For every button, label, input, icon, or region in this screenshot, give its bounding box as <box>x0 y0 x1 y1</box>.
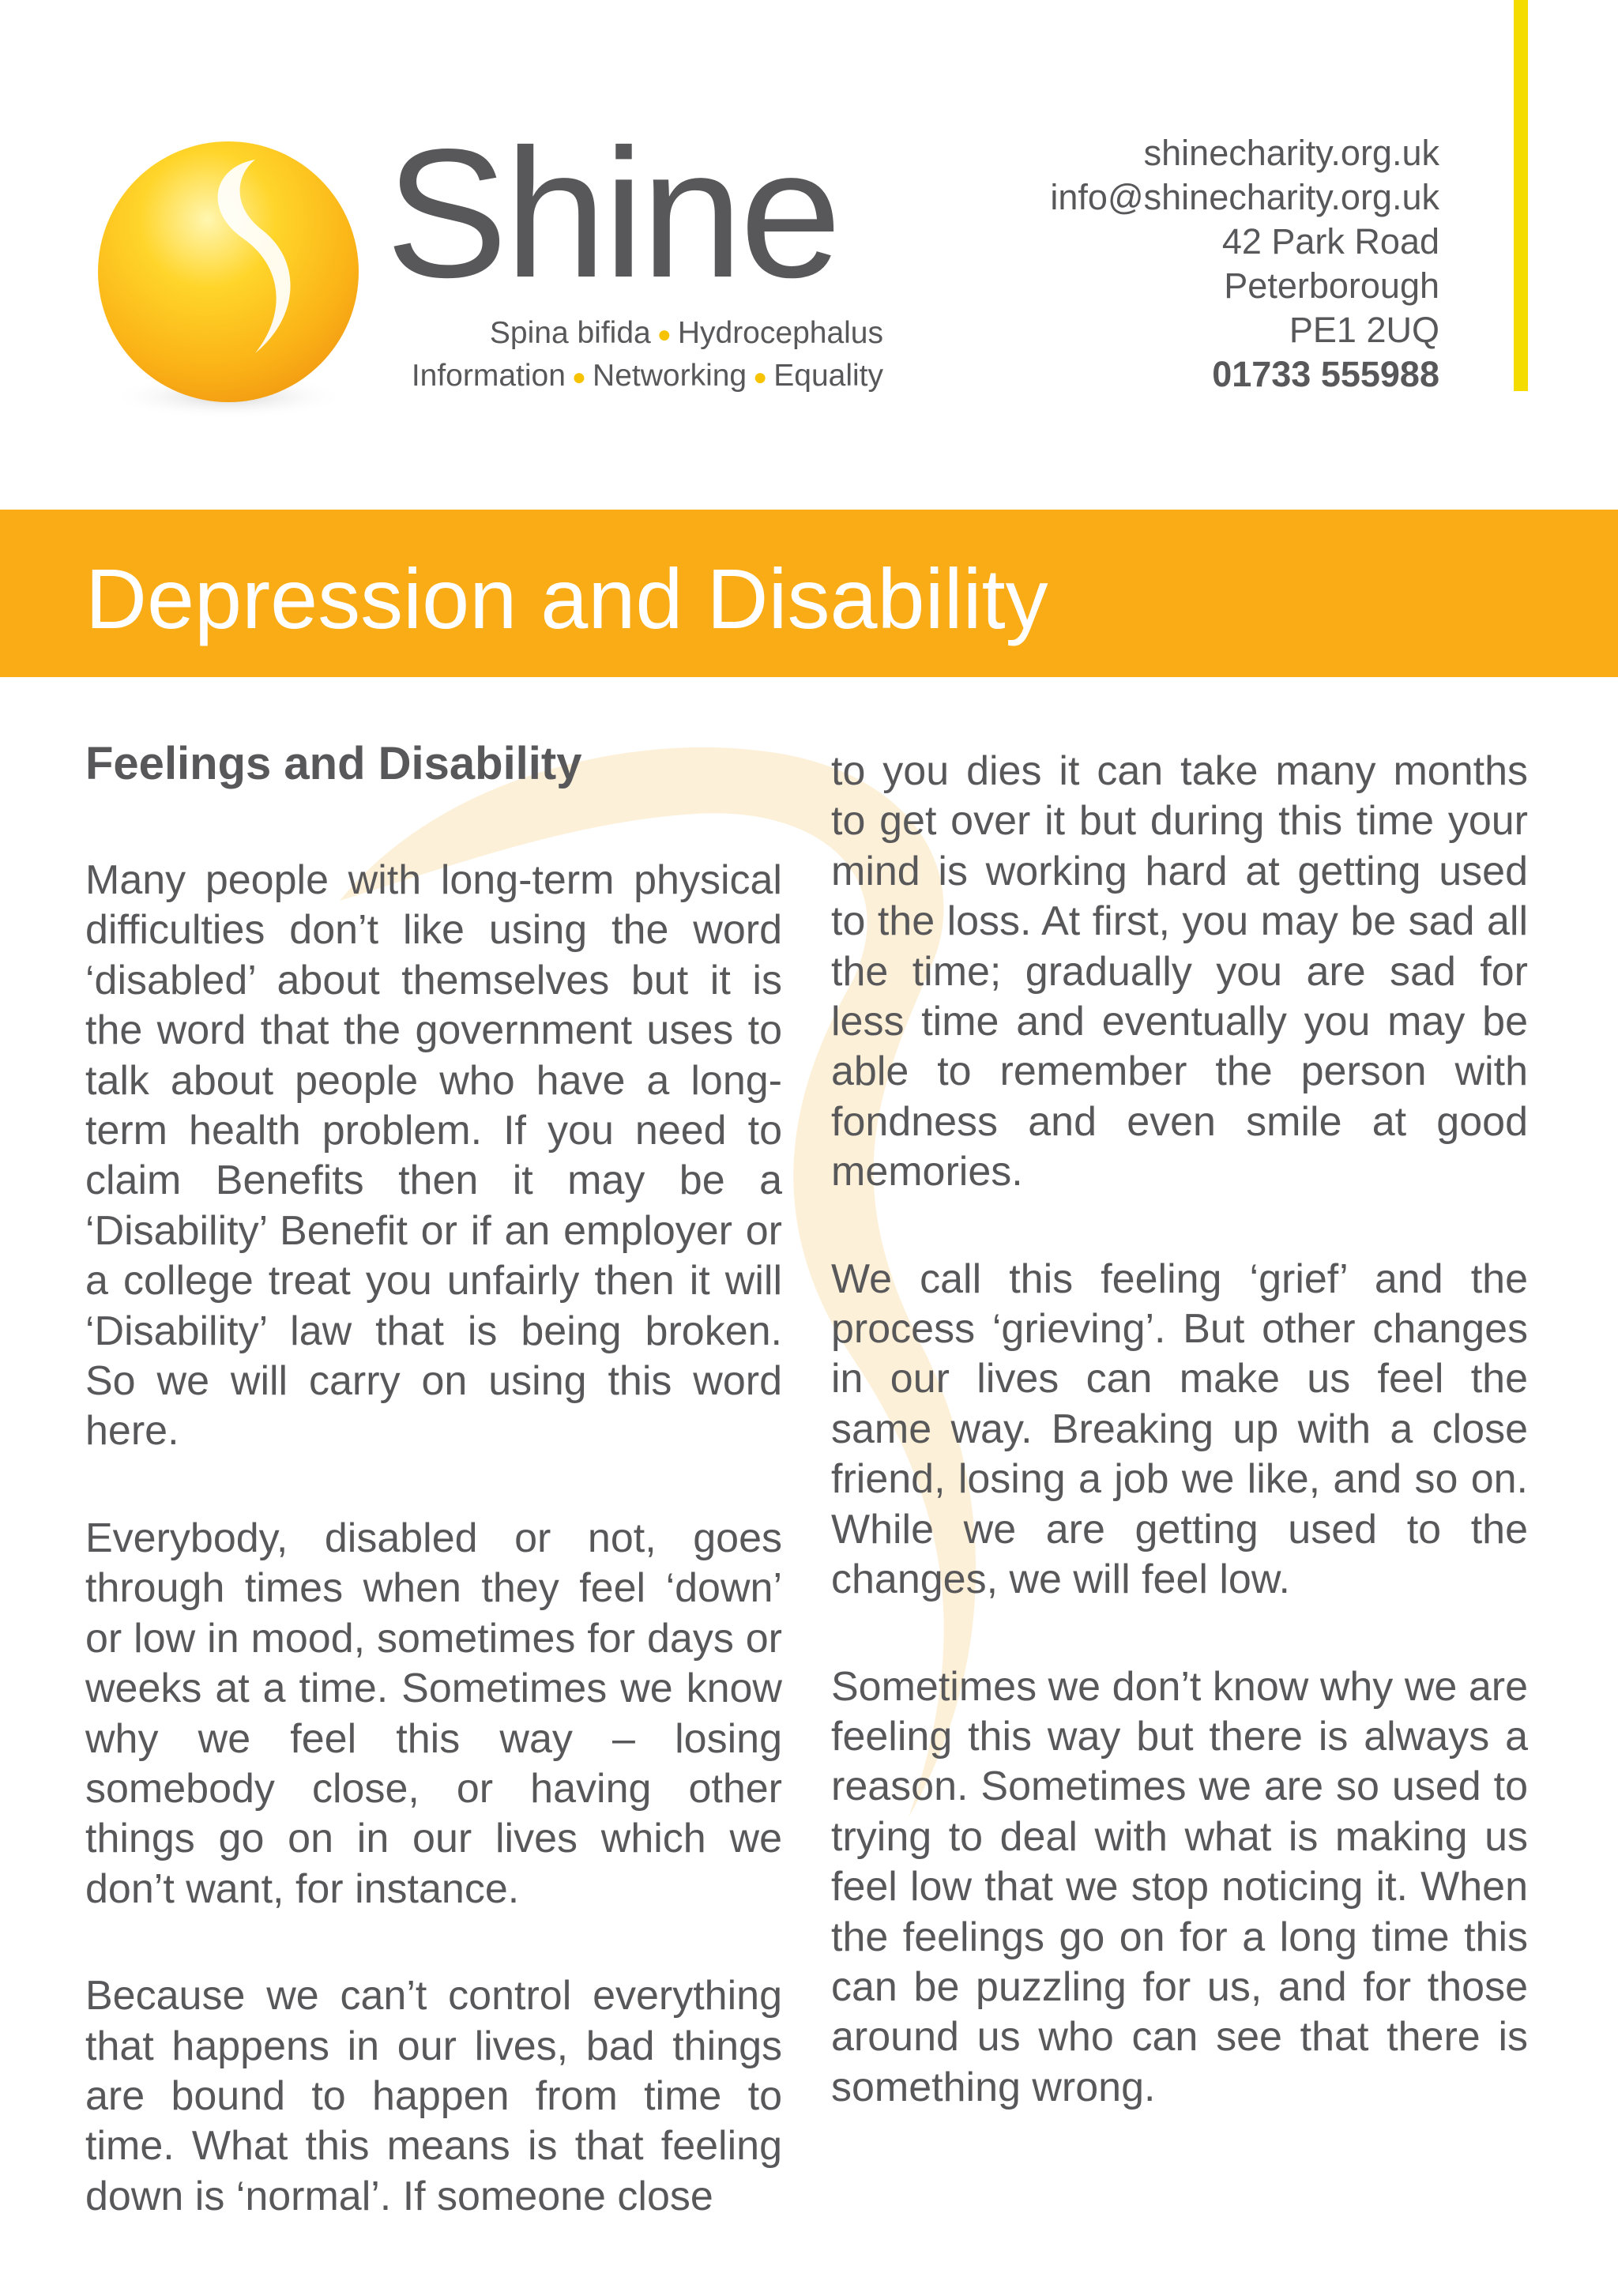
paragraph: Everybody, disabled or not, goes through times when they feel ‘down’ or low in mood, sometimes for days or weeks at a time. Sometimes we know why we feel this way – losing somebody close, or having other things go on in our lives which we don’t want, for instance. <box>85 1515 782 1912</box>
tagline-values <box>412 359 883 393</box>
yellow-vertical-rule <box>1514 0 1528 391</box>
yellow-dot-icon: ● <box>657 321 672 348</box>
phone-number: 01733 555988 <box>1212 354 1439 394</box>
address-city: Peterborough <box>1224 265 1439 306</box>
section-heading: Feelings and Disability <box>85 738 582 789</box>
address-line: 42 Park Road <box>1221 221 1439 262</box>
paragraph: to you dies it can take many months to get over it but during this time your mind is working hard at getting used to the loss. At first, you may be sad all the time; gradually you are sad for less time and eventually you may be able to remember the person with fondness and even smile at good memories. <box>831 748 1528 1195</box>
contact-block <box>1050 131 1439 397</box>
right-column <box>831 747 1528 2113</box>
paragraph: Many people with long-term physical difficulties don’t like using the word ‘disabled’ about themselves but it is the word that the government uses to talk about people who have a long-term health problem. If you need to claim Benefits then it may be a ‘Disability’ Benefit or if an employer or a college treat you unfairly then it will ‘Disability’ law that is being broken. So we will carry on using this word here. <box>85 857 782 1455</box>
title-band <box>0 510 1618 677</box>
email-link[interactable]: info@shinecharity.org.uk <box>1050 177 1439 217</box>
shine-sun-logo-icon <box>85 136 371 422</box>
tagline-item: Networking <box>593 359 747 393</box>
page-title: Depression and Disability <box>85 551 1048 646</box>
brand-name: Shine <box>386 111 839 316</box>
yellow-dot-icon: ● <box>753 363 768 390</box>
tagline-item: Information <box>411 359 566 393</box>
tagline-item: Hydrocephalus <box>677 316 883 350</box>
paragraph: Because we can’t control everything that happens in our lives, bad things are bound to happen from time to time. What this means is that feeling down is ‘normal’. If someone close <box>85 1973 782 2219</box>
paragraph: We call this feeling ‘grief’ and the process ‘grieving’. But other changes in our lives can make us feel the same way. Breaking up with a close friend, losing a job we like, and so on. While we are getting used to the changes, we will feel low. <box>831 1255 1528 1603</box>
tagline-conditions <box>490 316 883 351</box>
tagline-item: Equality <box>773 359 883 393</box>
yellow-dot-icon: ● <box>571 363 587 390</box>
website-link[interactable]: shinecharity.org.uk <box>1143 133 1439 173</box>
paragraph: Sometimes we don’t know why we are feeling this way but there is always a reason. Sometimes we are so used to trying to deal with what is making us feel low that we stop noticing it. When the feelings go on for a long time this can be puzzling for us, and for those around us who can see that there is something wrong. <box>831 1663 1528 2110</box>
tagline-item: Spina bifida <box>489 316 651 350</box>
address-postcode: PE1 2UQ <box>1289 310 1439 350</box>
left-column <box>85 739 782 2222</box>
